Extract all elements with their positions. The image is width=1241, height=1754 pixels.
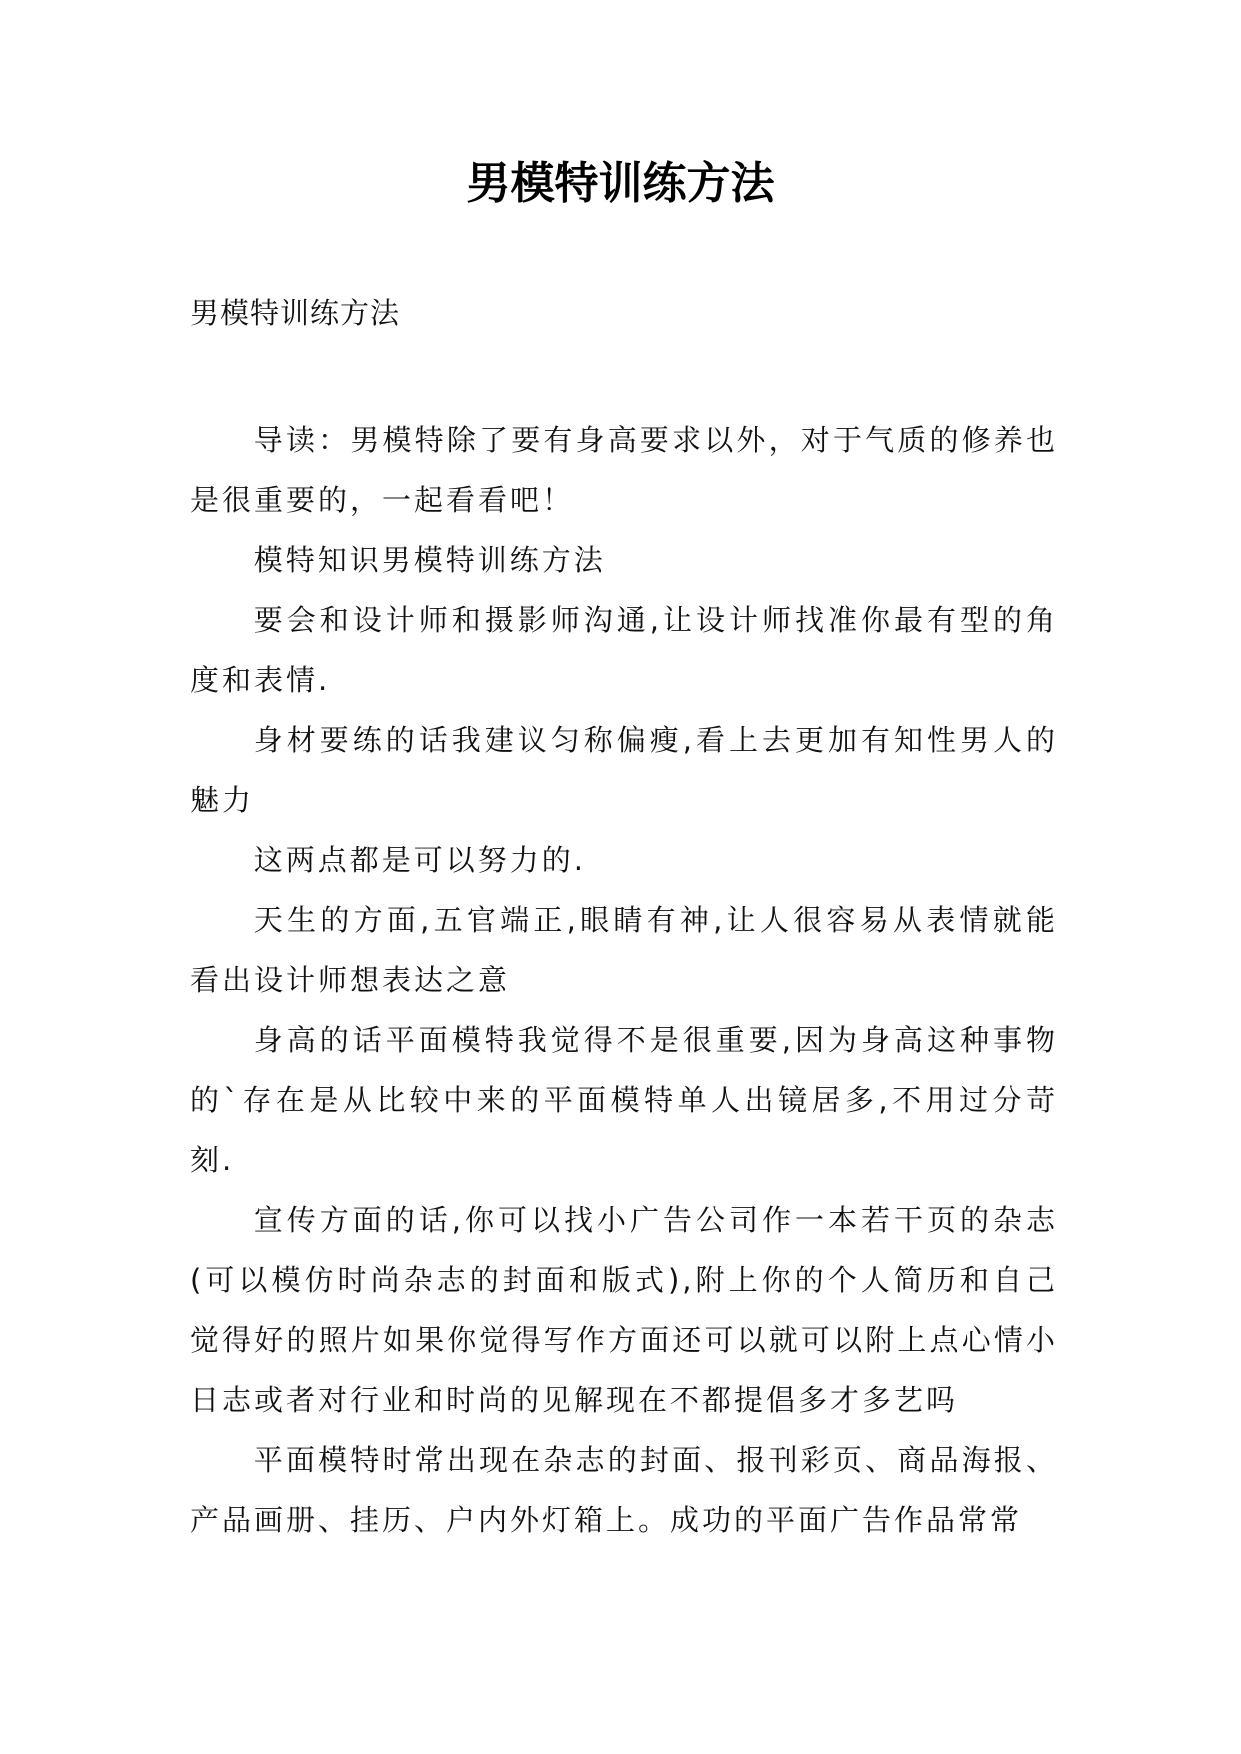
document-title: 男模特训练方法 [466,158,775,209]
paragraph: 身高的话平面模特我觉得不是很重要,因为身高这种事物的`存在是从比较中来的平面模特单人出镜居多,不用过分苛刻. [190,1023,1058,1177]
document-subtitle: 男模特训练方法 [190,296,401,330]
paragraph-heading: 模特知识男模特训练方法 [253,543,606,577]
document-body [190,410,1058,1550]
paragraph: 天生的方面,五官端正,眼睛有神,让人很容易从表情就能看出设计师想表达之意 [190,903,1058,997]
paragraph: 这两点都是可以努力的. [253,843,587,877]
paragraph-intro: 导读：男模特除了要有身高要求以外，对于气质的修养也是很重要的，一起看看吧！ [190,423,1058,517]
paragraph: 宣传方面的话,你可以找小广告公司作一本若干页的杂志(可以模仿时尚杂志的封面和版式),附上你的个人简历和自己觉得好的照片如果你觉得写作方面还可以就可以附上点心情小日志或者对行业和时尚的见解现在不都提倡多才多艺吗 [190,1203,1058,1417]
paragraph: 身材要练的话我建议匀称偏瘦,看上去更加有知性男人的魅力 [190,723,1058,817]
paragraph: 要会和设计师和摄影师沟通,让设计师找准你最有型的角度和表情. [190,603,1058,697]
paragraph: 平面模特时常出现在杂志的封面、报刊彩页、商品海报、产品画册、挂历、户内外灯箱上。成功的平面广告作品常常 [190,1443,1058,1537]
